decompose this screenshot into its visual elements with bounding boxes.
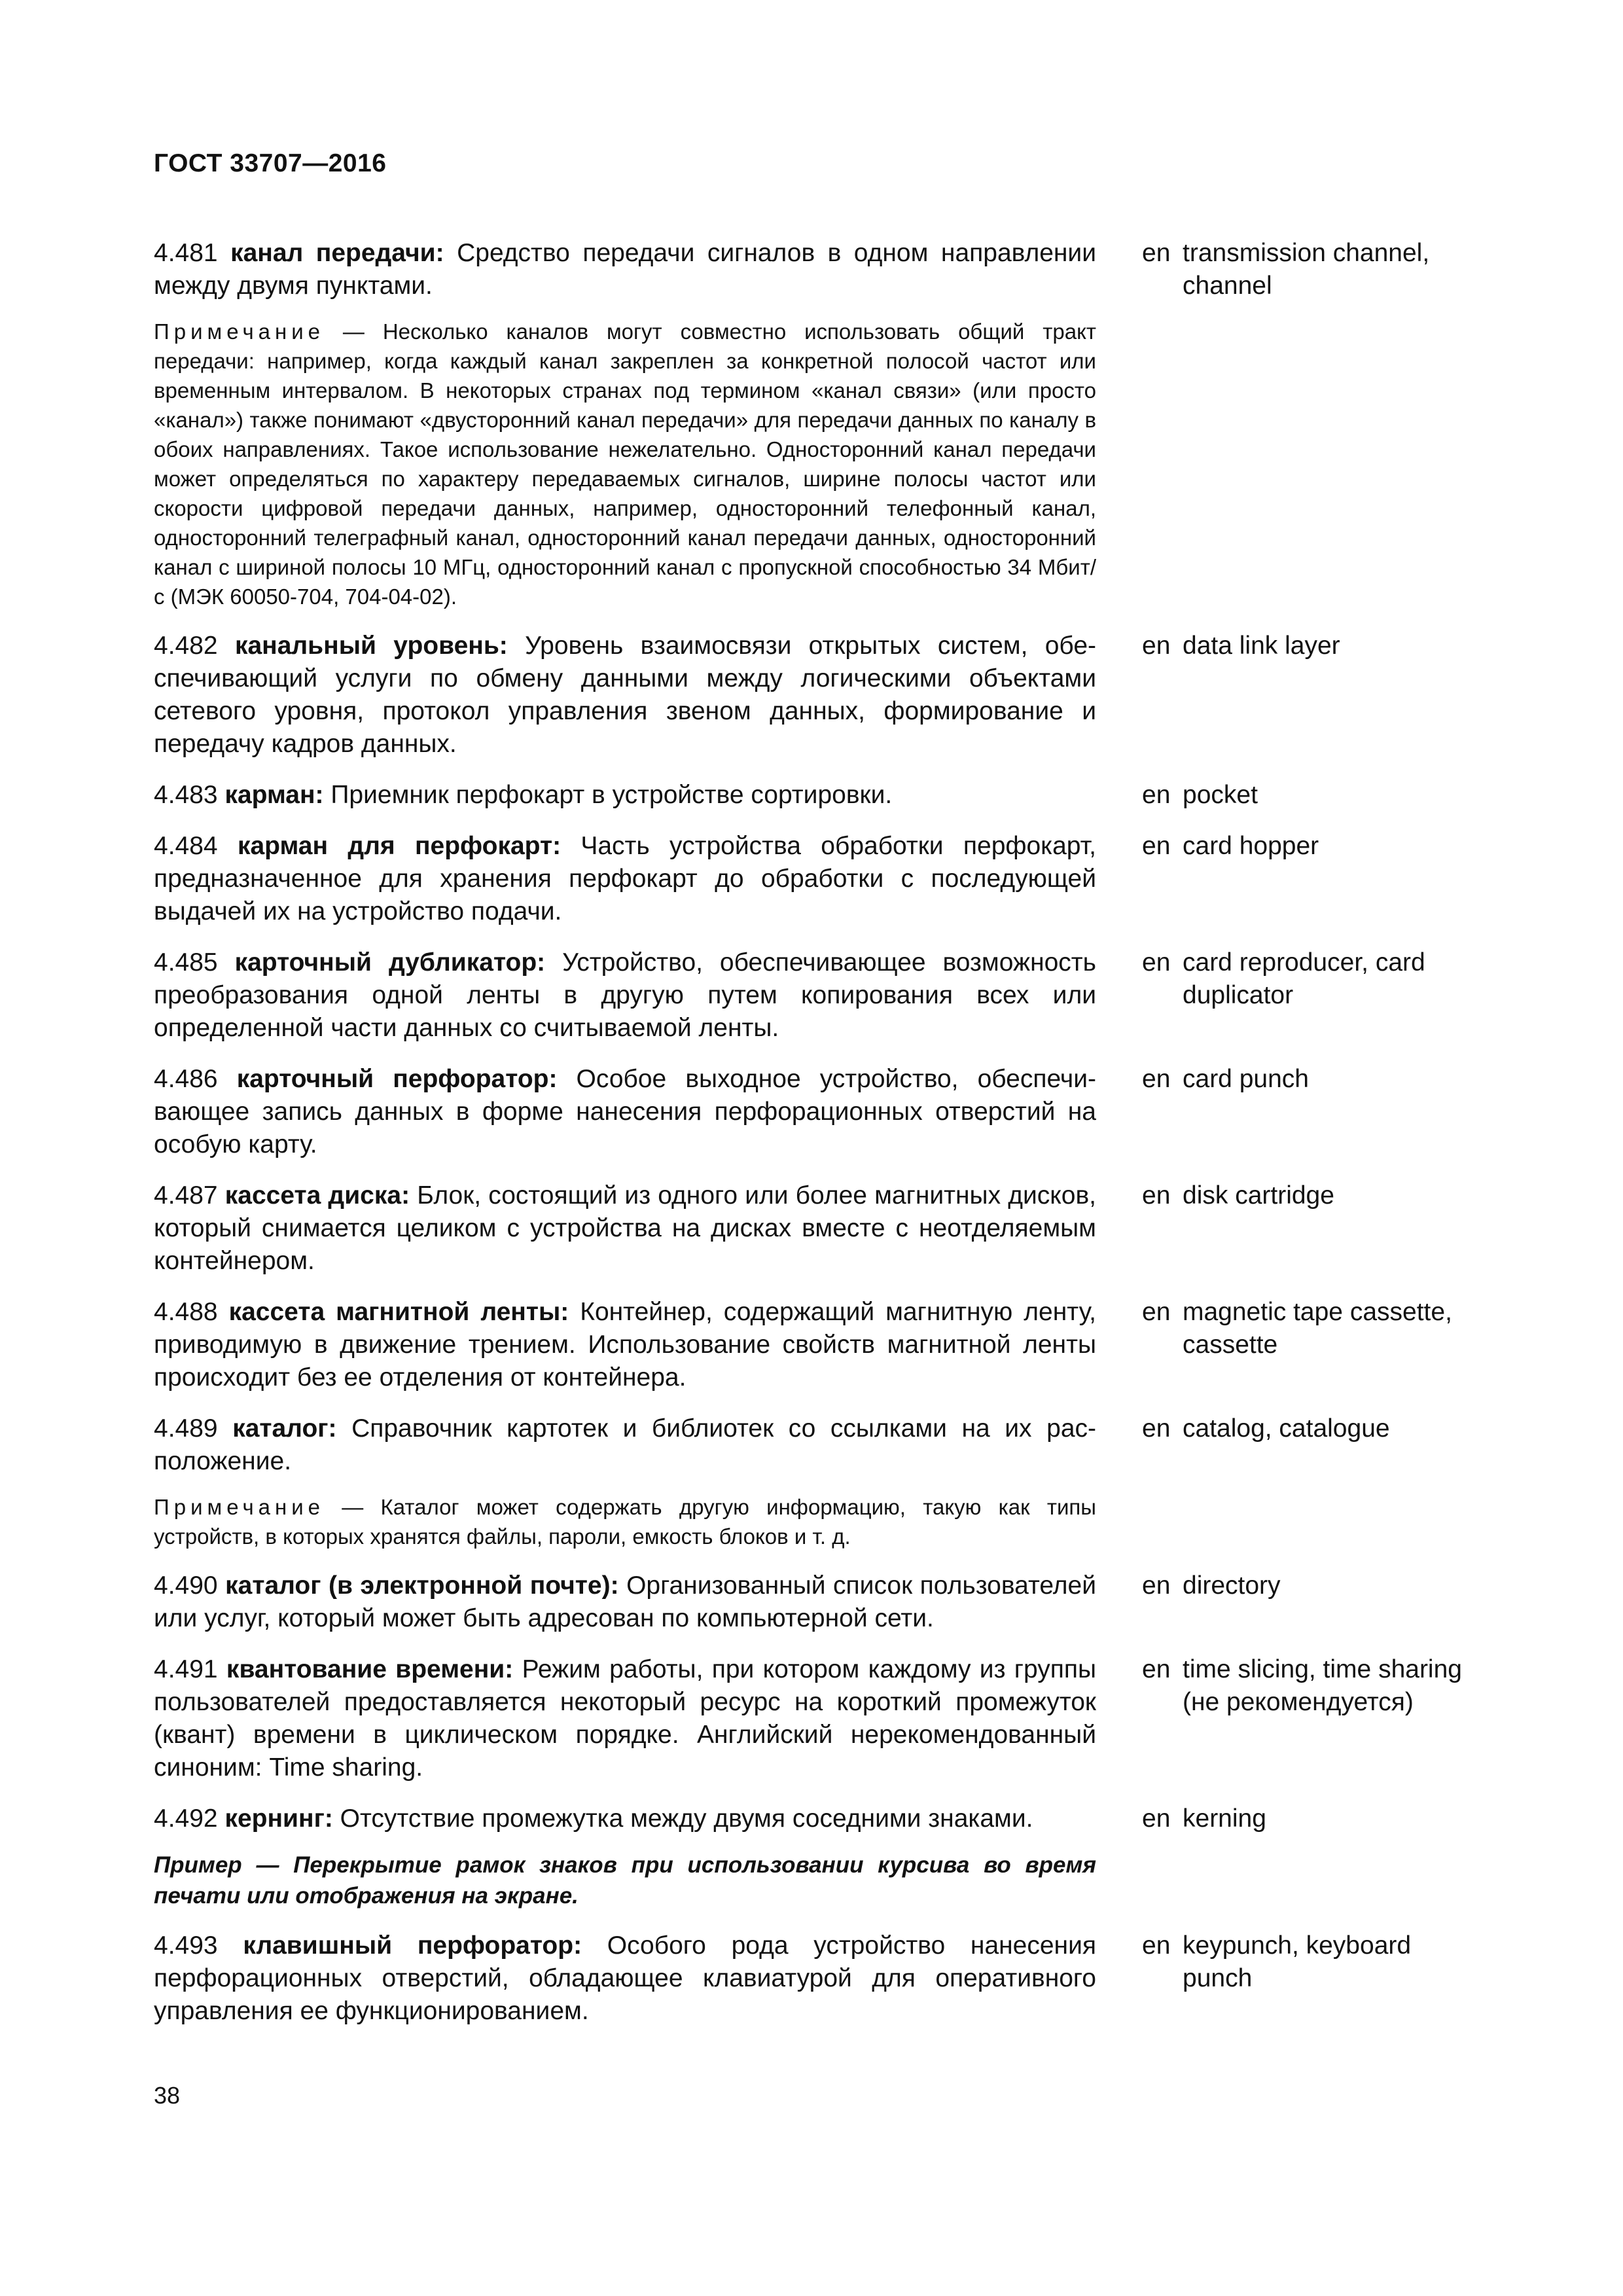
definition-text: Устройство, обеспечивающее возможность преобразования одной ленты в другую путем копирования всех или определенной части данных со считываемой ленты. <box>154 948 1096 1042</box>
term-entry <box>154 1063 1489 1161</box>
term-number: 4.484 <box>154 832 218 860</box>
definition-text: Уровень взаимосвязи открытых систем, обеспечивающий услуги по обмену данными между логическими объектами сетевого уровня, протокол управления звеном данных, формирование и передачу кадров данных. <box>154 632 1097 758</box>
term-definition <box>154 1803 1096 1835</box>
language-code: en <box>1142 632 1171 660</box>
english-equivalent: transmission channel, channel <box>1183 239 1430 300</box>
language-code: en <box>1142 239 1171 267</box>
english-equivalent: directory <box>1183 1571 1281 1600</box>
term-number: 4.481 <box>154 239 218 267</box>
term-number: 4.486 <box>154 1065 218 1093</box>
english-equivalent: catalog, catalogue <box>1183 1414 1390 1443</box>
term-name: клавишный перфоратор: <box>243 1931 582 1960</box>
english-equivalent: pocket <box>1183 781 1258 809</box>
term-name: карман для перфокарт: <box>237 832 562 860</box>
note-label: Примечание <box>154 1495 325 1519</box>
term-entry <box>154 946 1489 1045</box>
definition-text: Справочник картотек и библиотек со ссылками на их расположение. <box>154 1414 1097 1475</box>
term-entry <box>154 1412 1489 1478</box>
definition-text: Часть устройства обработки перфокарт, предназначенное для хранения перфокарт до обработки с последующей выдачей их на устройство подачи. <box>154 832 1096 925</box>
term-number: 4.482 <box>154 632 218 660</box>
term-name: квантование времени: <box>226 1655 514 1683</box>
language-code: en <box>1142 1298 1171 1326</box>
language-code: en <box>1142 1414 1171 1443</box>
language-code: en <box>1142 1931 1171 1960</box>
term-name: каталог (в электронной почте): <box>225 1571 619 1600</box>
language-code: en <box>1142 1181 1171 1210</box>
term-entry <box>154 630 1489 761</box>
term-entry <box>154 1803 1489 1835</box>
language-code: en <box>1142 1655 1171 1683</box>
term-definition <box>154 1929 1096 2028</box>
language-code: en <box>1142 781 1171 809</box>
term-definition <box>154 1063 1096 1161</box>
english-equivalent: time slicing, time sharing (не рекомендуется) <box>1183 1655 1462 1716</box>
definition-text: Особого рода устройство нанесения перфорационных отверстий, обладающее клавиатурой для оперативного управления ее функционированием. <box>154 1931 1096 2025</box>
term-number: 4.485 <box>154 948 218 977</box>
term-entry <box>154 1296 1489 1394</box>
term-number: 4.488 <box>154 1298 218 1326</box>
page-number: 38 <box>154 2082 181 2109</box>
english-equivalent: data link layer <box>1183 632 1340 660</box>
note-text: — Каталог может содержать другую информацию, такую как типы устройств, в которых хранятся файлы, пароли, емкость блоков и т. д. <box>154 1495 1096 1549</box>
term-definition <box>154 946 1096 1045</box>
term-name: кассета диска: <box>224 1181 410 1210</box>
english-equivalent: card punch <box>1183 1065 1309 1093</box>
english-equivalent: card reproducer, card duplicator <box>1183 948 1425 1009</box>
term-number: 4.491 <box>154 1655 218 1683</box>
definition-text: Особое выходное устройство, обеспечивающее запись данных в форме нанесения перфорационных отверстий на особую карту. <box>154 1065 1096 1158</box>
definition-text: Организованный список пользователей или услуг, который может быть адресован по компьютерной сети. <box>154 1571 1096 1632</box>
term-number: 4.487 <box>154 1181 218 1210</box>
english-equivalent: keypunch, keyboard punch <box>1183 1931 1412 1992</box>
term-entry <box>154 237 1489 302</box>
term-definition <box>154 237 1096 302</box>
term-definition <box>154 630 1096 761</box>
note <box>154 317 1096 611</box>
language-code: en <box>1142 1065 1171 1093</box>
english-equivalent: card hopper <box>1183 832 1319 860</box>
language-code: en <box>1142 1804 1171 1833</box>
term-name: карточный дубликатор: <box>234 948 546 977</box>
term-definition <box>154 1653 1096 1784</box>
english-equivalent: disk cartridge <box>1183 1181 1334 1210</box>
language-code: en <box>1142 948 1171 977</box>
term-entries <box>154 237 1489 2028</box>
term-entry <box>154 1929 1489 2028</box>
term-name: карман: <box>224 781 324 809</box>
document-header: ГОСТ 33707—2016 <box>154 149 387 177</box>
term-definition <box>154 1570 1096 1635</box>
term-number: 4.483 <box>154 781 218 809</box>
definition-text: Режим работы, при котором каждому из группы пользователей предоставляется некоторый ресурс на короткий промежуток (квант) времени в циклическом порядке. Английский нерекомендованный синоним: Time sharing. <box>154 1655 1097 1782</box>
term-number: 4.489 <box>154 1414 218 1443</box>
term-name: карточный перфоратор: <box>236 1065 558 1093</box>
term-entry <box>154 1179 1489 1278</box>
definition-text: Средство передачи сигналов в одном направлении между двумя пунктами. <box>154 239 1097 300</box>
term-name: канальный уровень: <box>234 632 508 660</box>
term-entry <box>154 1653 1489 1784</box>
term-definition <box>154 1412 1096 1478</box>
note-label: Примечание <box>154 319 325 344</box>
term-entry <box>154 830 1489 928</box>
example: Пример — Перекрытие рамок знаков при использовании курсива во время печати или отображения на экране. <box>154 1852 1096 1909</box>
language-code: en <box>1142 832 1171 860</box>
term-definition <box>154 1179 1096 1278</box>
definition-text: Приемник перфокарт в устройстве сортировки. <box>323 781 893 809</box>
definition-text: Контейнер, содержащий магнитную ленту, приводимую в движение трением. Использование свойств магнитной ленты происходит без ее отделения от контейнера. <box>154 1298 1096 1391</box>
term-number: 4.492 <box>154 1804 218 1833</box>
language-code: en <box>1142 1571 1171 1600</box>
english-equivalent: magnetic tape cassette, cassette <box>1183 1298 1452 1359</box>
term-name: канал передачи: <box>230 239 444 267</box>
term-name: кернинг: <box>224 1804 333 1833</box>
note <box>154 1492 1096 1551</box>
term-number: 4.493 <box>154 1931 218 1960</box>
english-equivalent: kerning <box>1183 1804 1266 1833</box>
term-definition <box>154 1296 1096 1394</box>
term-entry <box>154 1570 1489 1635</box>
term-definition <box>154 779 1096 812</box>
term-name: кассета магнитной ленты: <box>228 1298 569 1326</box>
definition-text: Блок, состоящий из одного или более магнитных дисков, который снимается целиком с устройства на дисках вместе с неотделяемым контейнером. <box>154 1181 1096 1275</box>
note-text: — Несколько каналов могут совместно использовать общий тракт передачи: например, когда каждый канал закреплен за конкретной полосой частот или временным интервалом. В некоторых странах под термином «канал связи» (или просто «канал») также понимают «двусторонний канал передачи» для передачи данных по каналу в обоих направлениях. Такое использование нежелательно. Односторонний канал передачи может определяться по характеру передаваемых сигналов, ширине полосы частот или скорости цифровой передачи данных, например, односторонний телефонный канал, односторонний телеграфный канал, односторонний канал передачи данных, односторонний канал с шириной полосы 10 МГц, односторонний канал с пропускной способностью 34 Мбит/с (МЭК 60050-704, 704-04-02). <box>154 319 1096 609</box>
definition-text: Отсутствие промежутка между двумя соседними знаками. <box>332 1804 1033 1833</box>
term-entry <box>154 779 1489 812</box>
term-name: каталог: <box>232 1414 337 1443</box>
term-number: 4.490 <box>154 1571 218 1600</box>
term-definition <box>154 830 1096 928</box>
